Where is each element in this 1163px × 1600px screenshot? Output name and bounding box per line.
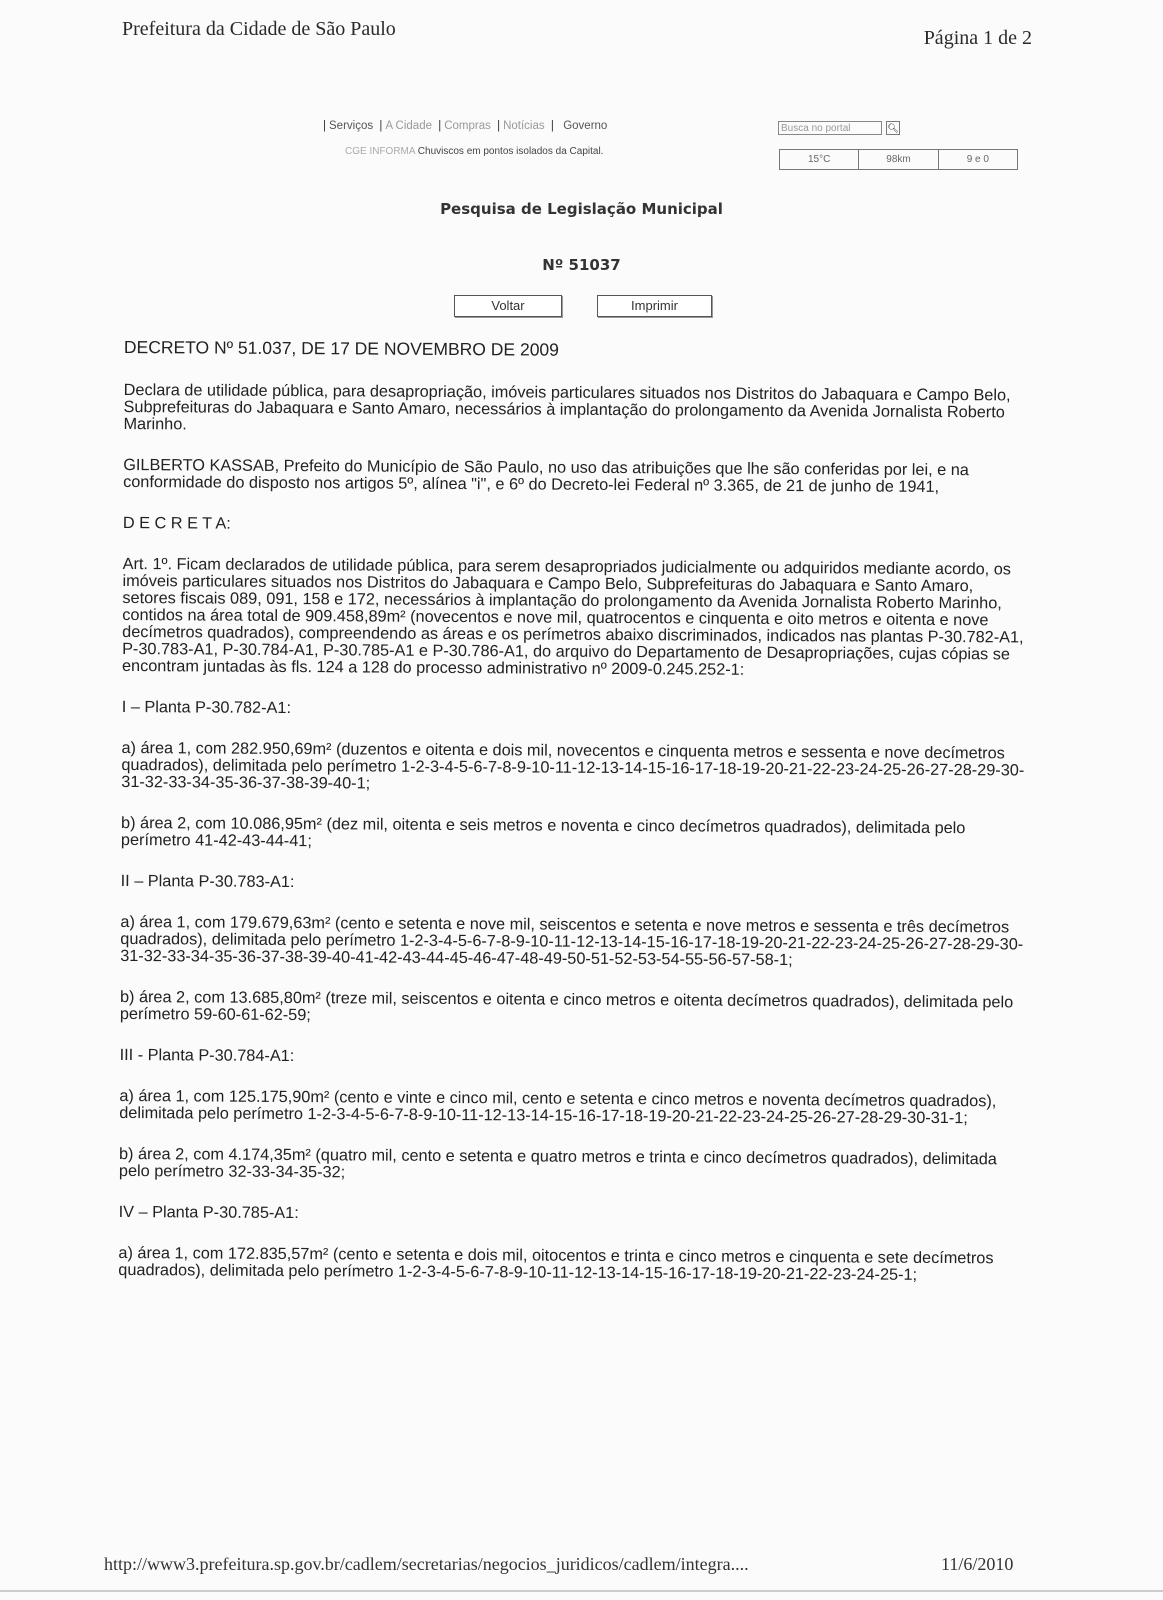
print-header-title: Prefeitura da Cidade de São Paulo bbox=[122, 18, 396, 40]
section-title: III - Planta P-30.784-A1: bbox=[119, 1045, 295, 1066]
weather-rain: 9 e 0 bbox=[966, 154, 989, 165]
section-item: b) área 2, com 13.685,80m² (treze mil, seiscentos e oitenta e cinco metros e oitenta decímetros quadrados), delimitada pelo perímetro 59-60-61-62-59; bbox=[119, 987, 1014, 1025]
weather-wind: 98km bbox=[859, 150, 938, 169]
cge-label: CGE INFORMA bbox=[345, 146, 416, 157]
section-title: II – Planta P-30.783-A1: bbox=[120, 871, 295, 892]
cge-text: Chuviscos em pontos isolados da Capital. bbox=[417, 146, 604, 157]
decree-decreta: D E C R E T A: bbox=[122, 513, 231, 533]
section-item: b) área 2, com 10.086,95m² (dez mil, oitenta e seis metros e noventa e cinco decímetros quadrados), delimitada pelo perímetro 41-42-43-44-41; bbox=[120, 813, 966, 851]
section-item: a) área 1, com 125.175,90m² (cento e vinte e cinco mil, cento e setenta e cinco metros e noventa decímetros quadrados), delimitada pelo perímetro 1-2-3-4-5-6-7-8-9-10-11-12-13-14-15-16-17-18-19-20-21-22-23-24-25-26-27-28-29-30-31-1; bbox=[119, 1086, 997, 1128]
footer-date: 11/6/2010 bbox=[941, 1554, 1014, 1574]
print-page-number: Página 1 de 2 bbox=[923, 27, 1032, 49]
back-button[interactable]: Voltar bbox=[454, 295, 562, 317]
decree-heading: DECRETO Nº 51.037, DE 17 DE NOVEMBRO DE 2009 bbox=[123, 337, 559, 360]
page-bottom-rule bbox=[0, 1590, 1163, 1592]
nav-noticias[interactable]: Notícias bbox=[503, 120, 545, 132]
section-title: I – Planta P-30.782-A1: bbox=[121, 697, 292, 718]
search-icon[interactable]: 🔍︎ bbox=[887, 123, 899, 133]
weather-widget bbox=[779, 149, 1018, 170]
portal-nav: | Serviços | A Cidade | Compras | Notícias | Governo bbox=[323, 120, 608, 132]
print-button[interactable]: Imprimir bbox=[597, 295, 712, 317]
law-number: Nº 51037 bbox=[542, 256, 621, 274]
page-title: Pesquisa de Legislação Municipal bbox=[440, 200, 723, 218]
weather-temp: 15°C bbox=[780, 150, 859, 169]
decree-preamble: GILBERTO KASSAB, Prefeito do Município de São Paulo, no uso das atribuições que lhe são conferidas por lei, e na conformidade do disposto nos artigos 5º, alínea "i", e 6º do Decreto-lei Federal nº 3.365, de 21 de junho de 1941, bbox=[123, 455, 969, 496]
nav-governo[interactable]: Governo bbox=[563, 120, 608, 132]
footer-url: http://www3.prefeitura.sp.gov.br/cadlem/secretarias/negocios_juridicos/cadlem/integra.... bbox=[104, 1554, 749, 1574]
article-1: Art. 1º. Ficam declarados de utilidade pública, para serem desapropriados judicialmente ou adquiridos mediante acordo, os imóveis particulares situados nos Distritos do Jabaquara e Campo Belo, Subprefeituras do Jabaquara e Santo Amaro, setores fiscais 089, 091, 158 e 172, necessários à implantação do prolongamento da Avenida Jornalista Roberto Marinho, contidos na área total de 909.458,89m² (novecentos e nove mil, quatrocentos e cinquenta e oito metros e oitenta e nove decímetros quadrados), compreendendo as áreas e os perímetros abaixo discriminados, indicados nas plantas P-30.782-A1, P-30.783-A1, P-30.784-A1, P-30.785-A1 e P-30.786-A1, do arquivo do Departamento de Desapropriações, cujas cópias se encontram juntadas às fls. 124 a 128 do processo administrativo nº 2009-0.245.252-1: bbox=[121, 554, 1024, 679]
decree-body bbox=[118, 339, 1029, 1285]
section-item: a) área 1, com 282.950,69m² (duzentos e oitenta e dois mil, novecentos e cinquenta metros e sessenta e nove decímetros quadrados), delimitada pelo perímetro 1-2-3-4-5-6-7-8-9-10-11-12-13-14-15-16-17-18-19-20-21-22-23-24-25-26-27-28-29-30-31-32-33-34-35-36-37-38-39-40-1; bbox=[121, 738, 1025, 793]
section-item: a) área 1, com 172.835,57m² (cento e setenta e dois mil, oitocentos e trinta e cinco metros e cinquenta e sete decímetros quadrados), delimitada pelo perímetro 1-2-3-4-5-6-7-8-9-10-11-12-13-14-15-16-17-18-19-20-21-22-23-24-25-1; bbox=[118, 1243, 994, 1284]
section-title: IV – Planta P-30.785-A1: bbox=[118, 1202, 299, 1223]
section-item: b) área 2, com 4.174,35m² (quatro mil, cento e setenta e quatro metros e trinta e cinco decímetros quadrados), delimitada pelo perímetro 32-33-34-35-32; bbox=[118, 1144, 997, 1182]
search-input[interactable]: Busca no portal bbox=[778, 121, 882, 135]
section-item: a) área 1, com 179.679,63m² (cento e setenta e nove mil, seiscentos e setenta e nove metros e sessenta e três decímetros quadrados), delimitada pelo perímetro 1-2-3-4-5-6-7-8-9-10-11-12-13-14-15-16-17-18-19-20-21-22-23-24-25-26-27-28-29-30-31-32-33-34-35-36-37-38-39-40-41-42-43-44-45-46-47-48-49-50-51-52-53-54-55-56-57-58-1; bbox=[120, 912, 1024, 970]
nav-cidade[interactable]: A Cidade bbox=[385, 120, 432, 132]
cge-info bbox=[345, 146, 603, 157]
nav-compras[interactable]: Compras bbox=[444, 120, 491, 132]
nav-servicos[interactable]: Serviços bbox=[329, 120, 374, 132]
decree-ementa: Declara de utilidade pública, para desapropriação, imóveis particulares situados nos Distritos do Jabaquara e Campo Belo, Subprefeituras do Jabaquara e Santo Amaro, necessários à implantação do prolongamento da Avenida Jornalista Roberto Marinho. bbox=[123, 380, 1011, 434]
